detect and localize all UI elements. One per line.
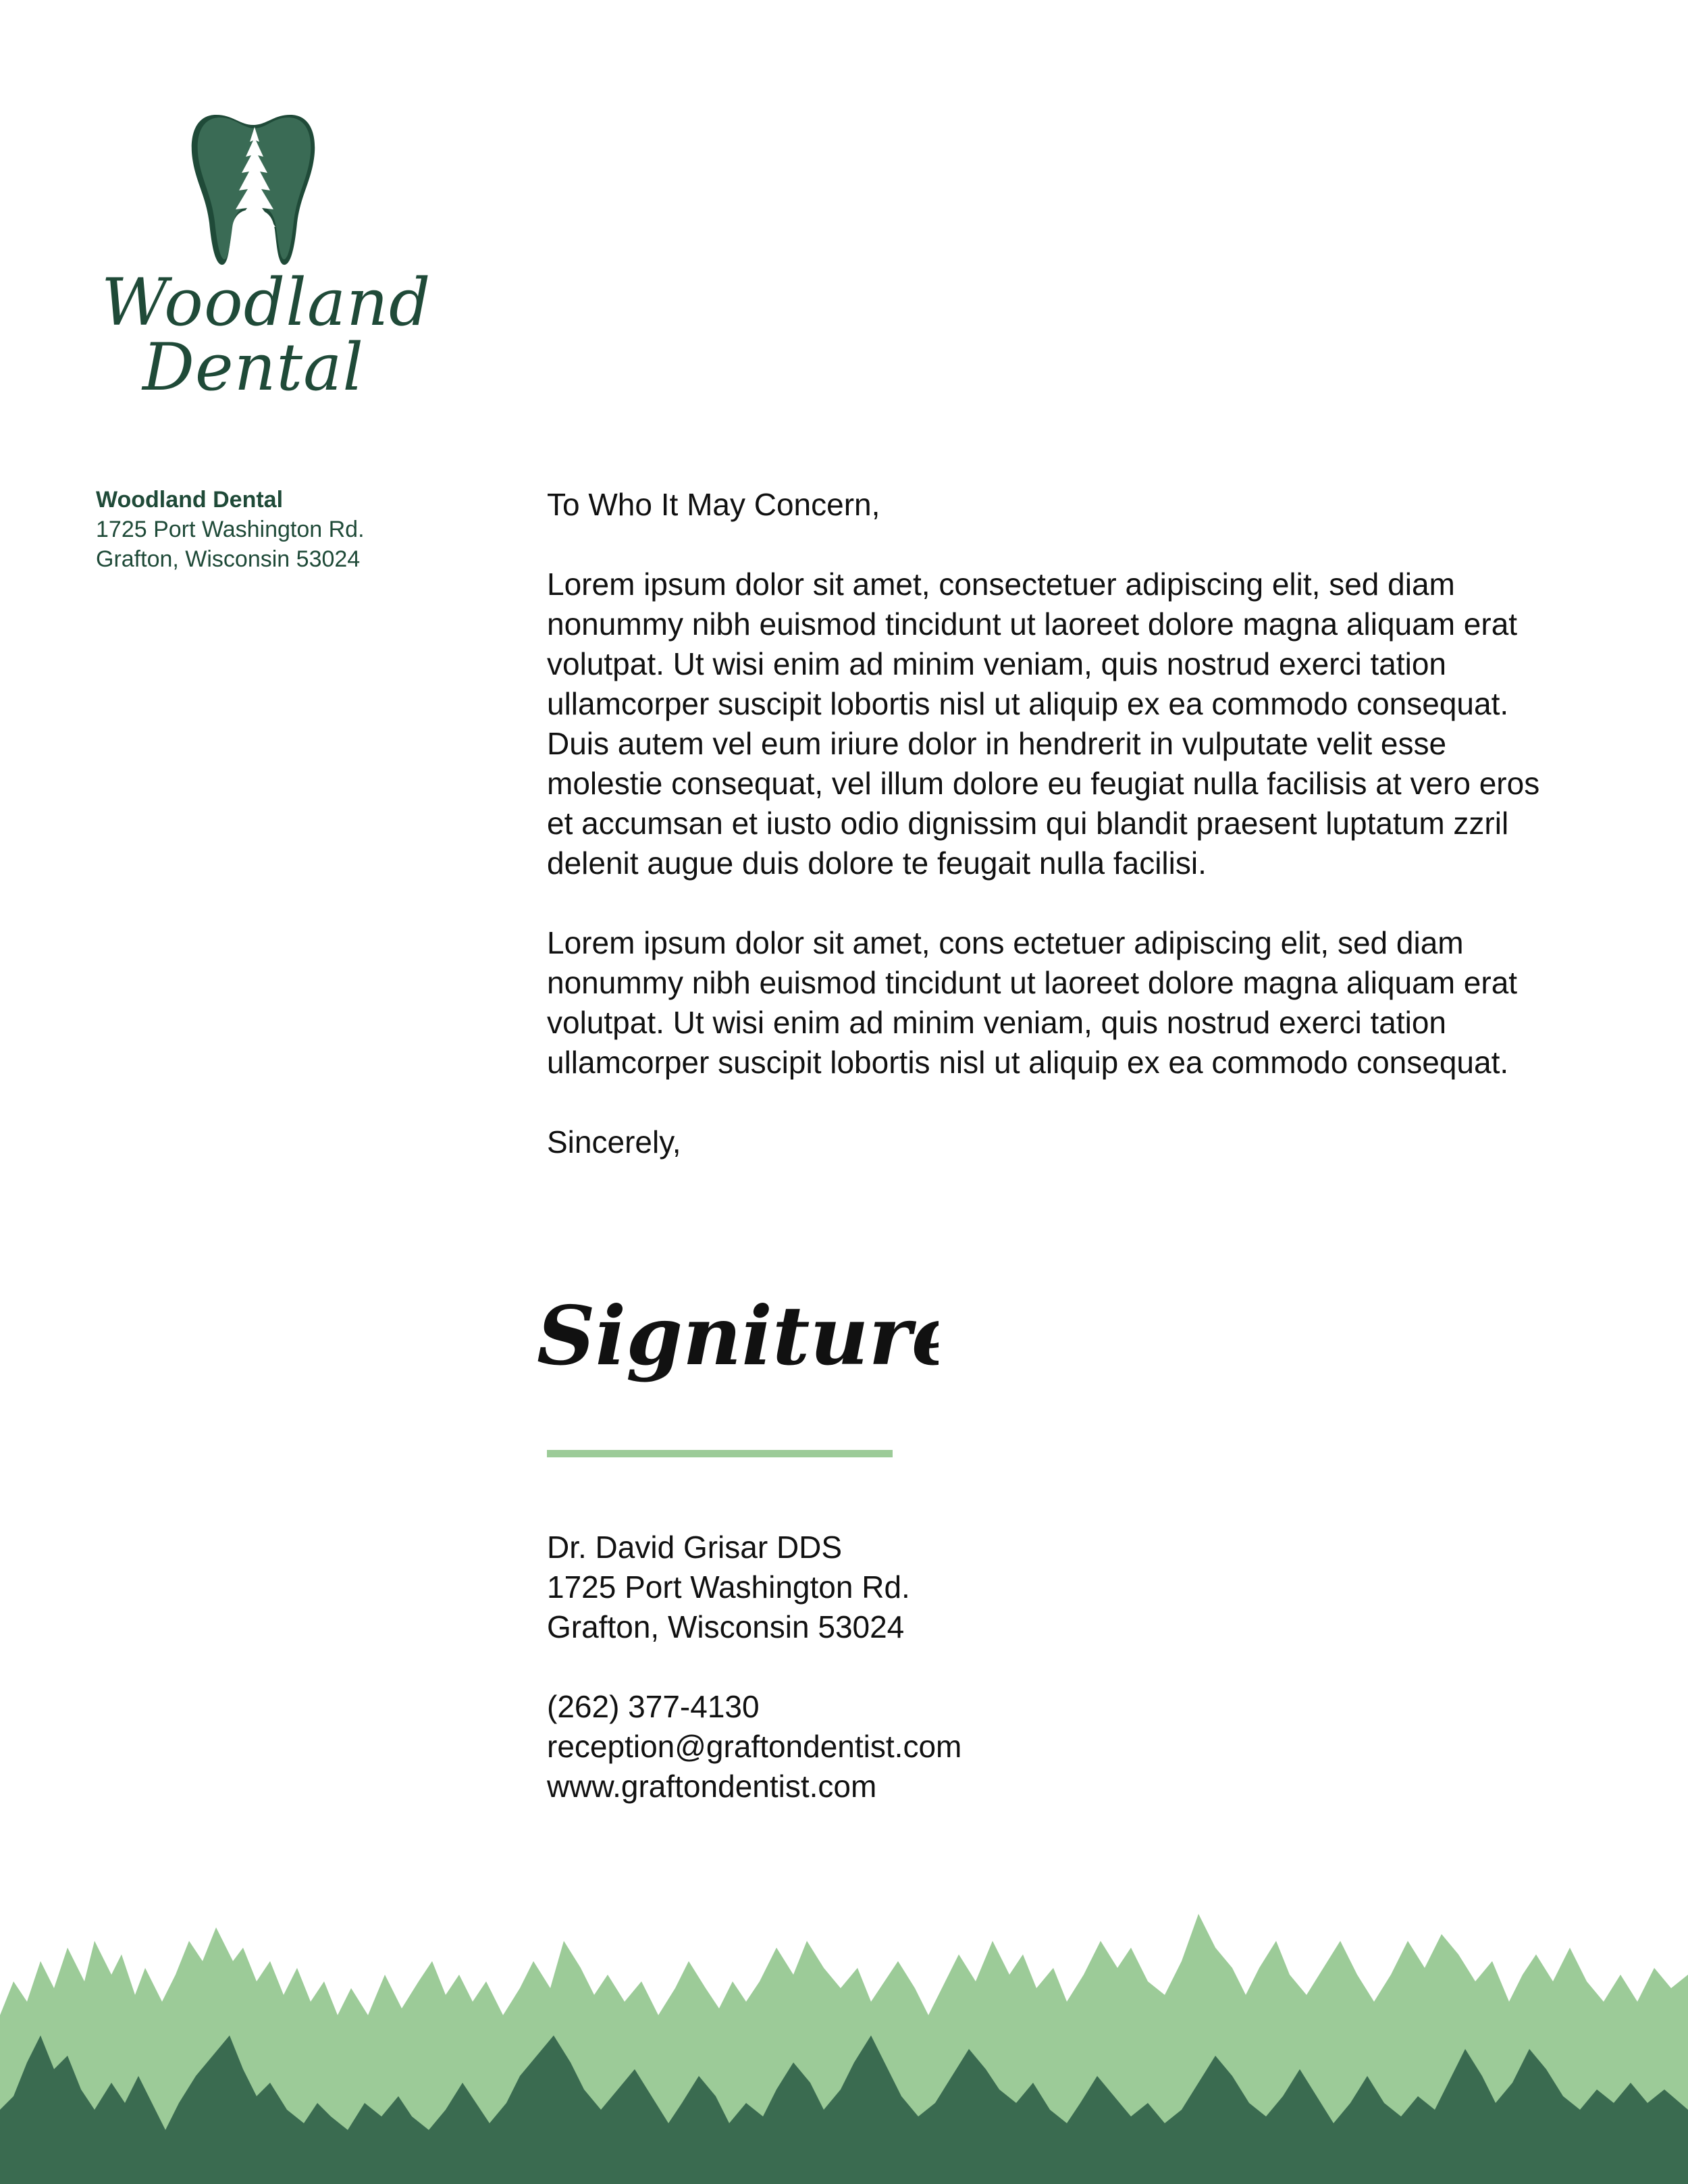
signature-graphic (533, 1283, 939, 1405)
sender-name: Woodland Dental (96, 487, 284, 513)
signature (533, 1283, 939, 1405)
logo (101, 108, 431, 405)
tooth-tree-icon (189, 108, 317, 270)
logo-wordmark-line2: Dental (142, 330, 365, 405)
signer-name: Dr. David Grisar DDS (547, 1530, 843, 1565)
sender-address-line2: Grafton, Wisconsin 53024 (96, 546, 361, 572)
salutation: To Who It May Concern, (547, 487, 880, 522)
forest-footer (0, 1900, 1688, 2184)
signer-phone: (262) 377-4130 (547, 1689, 760, 1724)
closing: Sincerely, (547, 1124, 681, 1160)
signer-email: reception@graftondentist.com (547, 1729, 962, 1764)
signature-line (547, 1450, 893, 1457)
signer-block (547, 1528, 1357, 1806)
signer-address-line2: Grafton, Wisconsin 53024 (547, 1609, 905, 1644)
signature-text: Signiture (537, 1289, 939, 1384)
signer-website: www.graftondentist.com (547, 1769, 877, 1804)
logo-wordmark-line1: Woodland (101, 265, 431, 340)
paragraph-2: Lorem ipsum dolor sit amet, cons ectetuer adipiscing elit, sed diam nonummy nibh euismod tincidunt ut laoreet dolore magna aliquam erat volutpat. Ut wisi enim ad minim veniam, quis nostrud exerci tation ullamcorper suscipit lobortis nisl ut aliquip ex ea commodo consequat. (547, 925, 1518, 1080)
paragraph-1: Lorem ipsum dolor sit amet, consectetuer adipiscing elit, sed diam nonummy nibh euismod tincidunt ut laoreet dolore magna aliquam erat volutpat. Ut wisi enim ad minim veniam, quis nostrud exerci tation ullamcorper suscipit lobortis nisl ut aliquip ex ea commodo consequat. Duis autem vel eum iriure dolor in hendrerit in vulputate velit esse molestie consequat, vel illum dolore eu feugiat nulla facilisis at vero eros et accumsan et iusto odio dignissim qui blandit praesent luptatum zzril delenit augue duis dolore te feugait nulla facilisi. (547, 567, 1540, 881)
signer-address-line1: 1725 Port Washington Rd. (547, 1569, 910, 1605)
sender-address-line1: 1725 Port Washington Rd. (96, 517, 365, 542)
letter-body (547, 485, 1560, 1162)
sender-address-block (96, 485, 474, 574)
forest-footer-graphic (0, 1900, 1688, 2184)
